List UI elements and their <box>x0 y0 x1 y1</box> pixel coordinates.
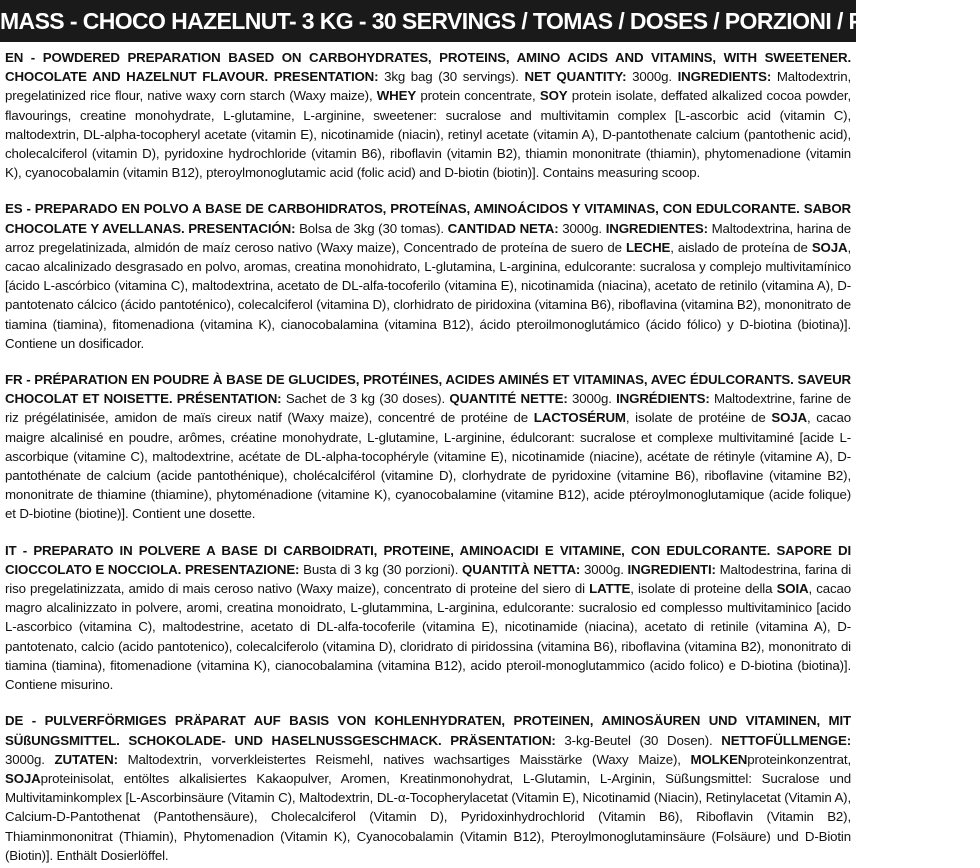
text-run: Maltodextrin, vorverkleistertes Reismehl, natives wachsartiges Maisstärke (Waxy Maize), <box>117 751 691 767</box>
bold-text-run: FR - PRÉPARATION EN POUDRE À BASE DE GLUCIDES, PROTÉINES, ACIDES AMINÉS ET VITAMINAS, AVEC ÉDULCORANTS. SAVEUR CHOCOLAT ET NOISETTE. PRÉSENTATION: <box>5 372 851 407</box>
section-en <box>5 48 851 182</box>
bold-text-run: SOJA <box>811 239 848 255</box>
text-run: 3000g. <box>5 751 55 767</box>
text-run: Maltodextrine, farine de riz prégélatinisée, amidon de maïs cireux natif (Waxy maize), concentré de protéine de <box>5 391 852 426</box>
bold-text-run: ZUTATEN: <box>54 751 118 767</box>
text-run: 3000g. <box>626 69 678 85</box>
bold-text-run: ES - PREPARADO EN POLVO A BASE DE CARBOHIDRATOS, PROTEÍNAS, AMINOÁCIDOS Y VITAMINAS, CON EDULCORANTE. SABOR CHOCOLATE Y AVELLANAS. PRESENTACIÓN: <box>5 201 851 236</box>
text-run: 3-kg-Beutel (30 Dosen). <box>555 732 722 748</box>
section-es <box>5 199 851 353</box>
text-run: Maltodestrina, farina di riso pregelatinizzata, amido di mais ceroso nativo (Waxy maize), concentrato di proteine del siero di <box>5 561 852 597</box>
text-run: protein concentrate, <box>416 88 540 104</box>
product-title-banner <box>0 0 980 42</box>
text-run: proteinkonzentrat, <box>747 751 851 767</box>
product-title: MASS - CHOCO HAZELNUT- 3 KG - 30 SERVINGS / TOMAS / DOSES / PORZIONI / PORTIONEN <box>0 8 980 34</box>
text-run: , isolate di proteine della <box>630 581 777 597</box>
text-run: , aislado de proteína de <box>670 239 812 255</box>
bold-text-run: INGREDIENTI: <box>627 561 716 577</box>
bold-text-run: EN - POWDERED PREPARATION BASED ON CARBOHYDRATES, PROTEINS, AMINO ACIDS AND VITAMINS, WITH SWEETENER. CHOCOLATE AND HAZELNUT FLAVOUR. PRESENTATION: <box>5 50 851 85</box>
text-run: Sachet de 3 kg (30 doses). <box>281 391 450 407</box>
bold-text-run: LECHE <box>625 239 671 255</box>
text-run: , isolate de protéine de <box>625 410 772 426</box>
section-fr <box>5 370 851 524</box>
label-text-body <box>0 42 856 865</box>
bold-text-run: DE - PULVERFÖRMIGES PRÄPARAT AUF BASIS VON KOHLENHYDRATEN, PROTEINEN, AMINOSÄUREN UND VITAMINEN, MIT SÜßUNGSMITTEL. SCHOKOLADE- UND HASELNUSSGESCHMACK. PRÄSENTATION: <box>5 713 851 748</box>
text-run: 3000g. <box>558 220 606 236</box>
bold-text-run: INGRÉDIENTS: <box>616 391 710 407</box>
text-run: Busta di 3 kg (30 porzioni). <box>299 561 463 577</box>
bold-text-run: INGREDIENTS: <box>677 69 772 85</box>
text-run: protein isolate, deffated alkalized cocoa powder, flavourings, creatine monohydrate, L-glutamine, L-arginine, sweetener: sucralose and multivitamin complex [L-ascorbic acid (vitamin C), maltodextrin, DL-alpha-tocopheryl acetate (vitamin E), nicotinamide (niacin), retinyl acetate (vitamin A), D-pantothenate calcium (pantothenic acid), cholecalciferol (vitamin D), pyridoxine hydrochloride (vitamin B6), riboflavin (vitamin B2), thiamin mononitrate (thiamin), phytomenadione (vitamin K), cyanocobalamin (vitamin B12), pteroylmonoglutamic acid (folic acid) and D-biotin (biotin)]. Contains measuring scoop. <box>5 88 851 181</box>
text-run: , cacao alcalinizado desgrasado en polvo, aromas, creatina monohidrato, L-glutamina, L-arginina, edulcorante: sucralosa y complejo multivitamínico [ácido L-ascórbico (vitamina C), maltodextrina, acetato de DL-alfa-tocoferilo (vitamina E), nicotinamida (niacina), acetato de retinilo (vitamina A), D-pantotenato cálcico (ácido pantoténico), colecalciferol (vitamina D), clorhidrato de piridoxina (vitamina B6), riboflavina (vitamina B2), mononitrato de tiamina (tiamina), fitomenadiona (vitamina K), cianocobalamina (vitamina B12), ácido pteroilmonoglutámico (ácido fólico) y D-biotina (biotina)]. Contiene un dosificador. <box>5 239 851 351</box>
text-run: Bolsa de 3kg (30 tomas). <box>295 220 448 236</box>
text-run: 3kg bag (30 servings). <box>378 69 525 85</box>
bold-text-run: QUANTITÉ NETTE: <box>449 391 568 407</box>
bold-text-run: INGREDIENTES: <box>605 220 708 236</box>
bold-text-run: WHEY <box>376 88 417 104</box>
text-run: Maltodextrina, harina de arroz pregelatinizada, almidón de maíz ceroso nativo (Waxy maize), Concentrado de proteína de suero de <box>5 220 852 255</box>
text-run: , cacao maigre alcalinisé en poudre, arômes, créatine monohydrate, L-glutamine, L-arginine, édulcorant: sucralose et complexe multivitaminé [acide L-ascorbique (vitamine C), maltodextrine, acétate de DL-alpha-tocophéryle (vitamine E), nicotinamide (niacine), acétate de rétinyle (vitamine A), D-pantothénate de calcium (acide pantothénique), cholécalciférol (vitamine D), clorhydrate de pyridoxine (vitamine B6), riboflavine (vitamine B2), mononitrate de thiamine (thiamine), phytoménadione (vitamine K), cyanocobalamine (vitamine B12), acide ptéroylmonoglutamique (acide folique) et D-biotine (biotine)]. Contient une dosette. <box>5 410 851 522</box>
bold-text-run: QUANTITÀ NETTA: <box>462 561 581 577</box>
bold-text-run: LATTE <box>589 581 631 597</box>
text-run: Maltodextrin, pregelatinized rice flour, native waxy corn starch (Waxy maize), <box>5 69 851 104</box>
text-run: 3000g. <box>580 561 628 577</box>
bold-text-run: IT - PREPARATO IN POLVERE A BASE DI CARBOIDRATI, PROTEINE, AMINOACIDI E VITAMINE, CON EDULCORANTE. SAPORE DI CIOCCOLATO E NOCCIOLA. PRESENTAZIONE: <box>5 542 851 577</box>
bold-text-run: NETTOFÜLLMENGE: <box>721 732 851 748</box>
bold-text-run: MOLKEN <box>690 751 748 767</box>
section-it <box>5 541 851 695</box>
bold-text-run: CANTIDAD NETA: <box>447 220 559 236</box>
section-de <box>5 711 851 865</box>
bold-text-run: SOJA <box>771 410 807 426</box>
bold-text-run: LACTOSÉRUM <box>533 410 626 426</box>
text-run: , cacao magro alcalinizzato in polvere, aromi, creatina monoidrato, L-glutammina, L-arginina, edulcorante: sucralosio ed complesso multivitaminico [acido L-ascorbico (vitamina C), maltodestrine, acetato di DL-alfa-tocoferile (vitamina E), nicotinamide (niacina), acetato di retinile (vitamina A), D-pantotenato, calcio (acido pantotenico), colecalciferolo (vitamina D), cloridrato di piridossina (vitamina B6), riboflavina (vitamina B2), mononitrato di tiamina (tiamina), fitomenadione (vitamina K), cianocobalamina (vitamina B12), acido pteroil-monoglutammico (acido folico) e D-biotina (biotina)]. Contiene misurino. <box>5 581 851 693</box>
bold-text-run: SOY <box>539 88 568 104</box>
bold-text-run: NET QUANTITY: <box>524 69 627 85</box>
bold-text-run: SOIA <box>776 581 809 597</box>
bold-text-run: SOJA <box>5 770 41 786</box>
text-run: proteinisolat, entöltes alkalisiertes Kakaopulver, Aromen, Kreatinmonohydrat, L-Glutamin, L-Arginin, Süßungsmittel: Sucralose und Multivitaminkomplex [L-Ascorbinsäure (Vitamin C), Maltodextrin, DL-α-Tocopherylacetat (Vitamin E), Nicotinamid (Niacin), Retinylacetat (Vitamin A), Calcium-D-Pantothenat (Pantothensäure), Cholecalciferol (Vitamin D), Pyridoxinhydrochlorid (Vitamin B6), Riboflavin (Vitamin B2), Thiaminmononitrat (Thiamin), Phytomenadion (Vitamin K), Cyanocobalamin (Vitamin B12), Pteroylmonoglutaminsäure (Folsäure) und D-Biotin (Biotin)]. Enthält Dosierlöffel. <box>5 770 851 863</box>
text-run: 3000g. <box>567 391 617 407</box>
